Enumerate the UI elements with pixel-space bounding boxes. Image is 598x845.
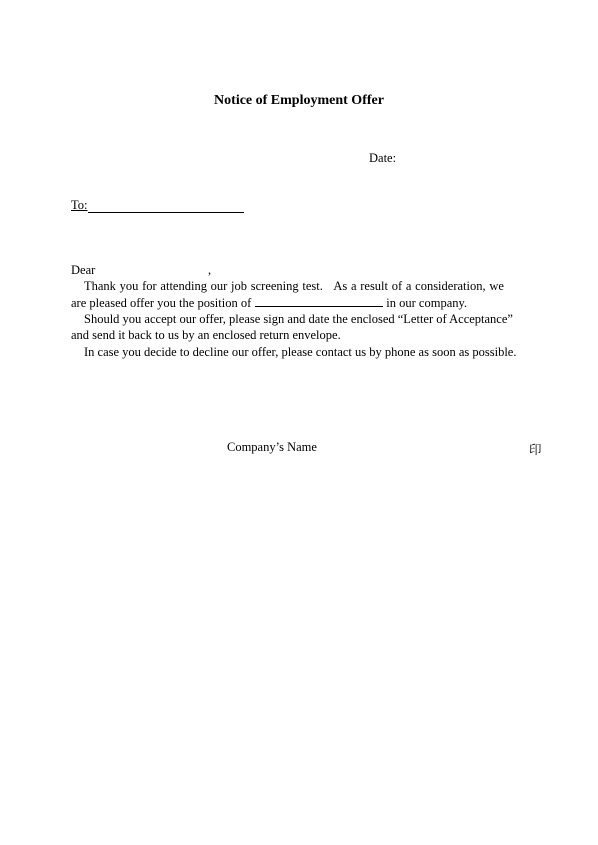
document-title: Notice of Employment Offer [214, 93, 384, 108]
company-name-label: Company’s Name [227, 440, 317, 454]
body-line-2 [71, 296, 467, 311]
body-line-3: Should you accept our offer, please sign and date the enclosed “Letter of Acceptance” [84, 312, 513, 326]
date-label: Date: [369, 151, 397, 165]
salutation-comma: , [208, 263, 212, 277]
body-line-4: and send it back to us by an enclosed return envelope. [71, 328, 341, 342]
body-line-2-before: are pleased offer you the position of [71, 296, 252, 310]
body-line-1: Thank you for attending our job screening test. As a result of a consideration, we [84, 279, 504, 293]
body-line-5: In case you decide to decline our offer, please contact us by phone as soon as possible. [84, 345, 517, 359]
recipient-field [71, 198, 244, 213]
body-line-2-after: in our company. [386, 296, 468, 310]
position-blank-line [255, 296, 383, 307]
seal-mark: 印 [529, 442, 542, 457]
recipient-blank-line [88, 199, 244, 213]
to-label: To: [71, 198, 88, 212]
salutation: Dear [71, 263, 96, 277]
